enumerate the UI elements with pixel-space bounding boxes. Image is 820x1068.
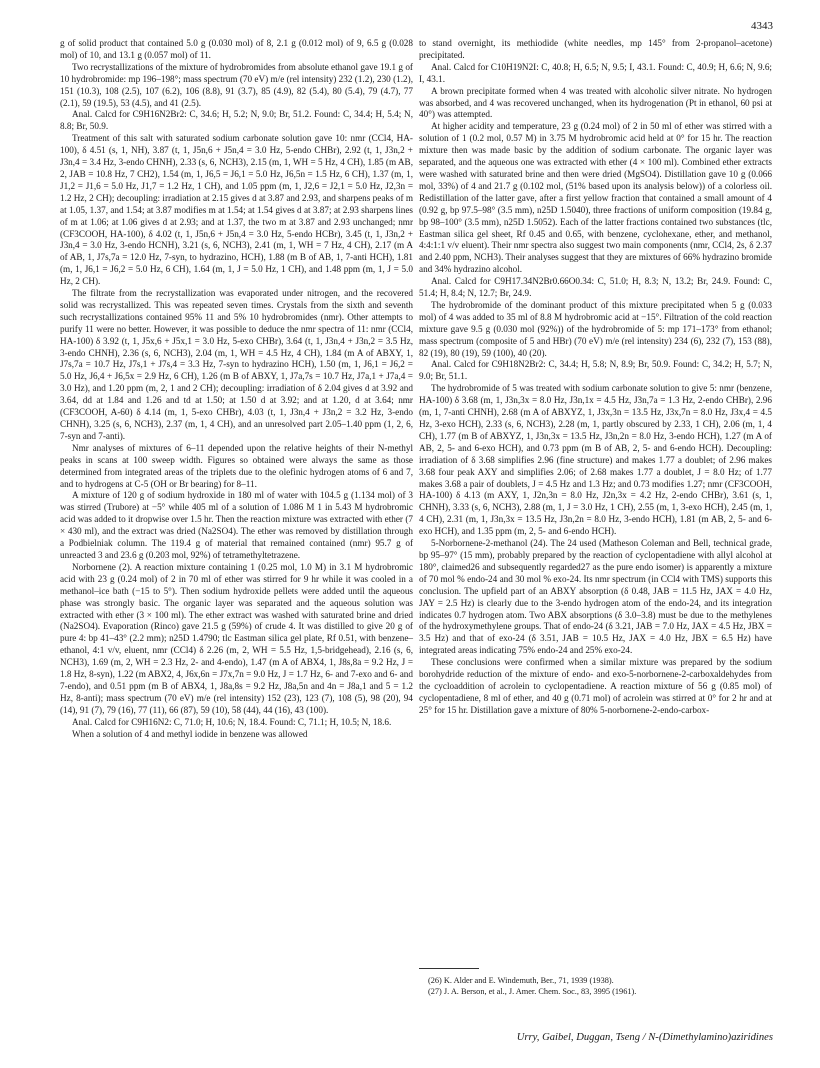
paragraph: to stand overnight, its methiodide (white needles, mp 145° from 2-propanol–acetone) precipitated. (419, 38, 772, 60)
paragraph: g of solid product that contained 5.0 g (0.030 mol) of 8, 2.1 g (0.012 mol) of 9, 6.5 g (0.028 mol) of 10, and 13.1 g (0.057 mol) of 11. (60, 38, 413, 60)
paragraph: Two recrystallizations of the mixture of hydrobromides from absolute ethanol gave 19.1 g of 10 hydrobromide: mp 196–198°; mass spectrum (70 eV) m/e (rel intensity) 232 (1.2), 230 (1.2), 151 (10.3), 108 (2.5), 107 (6.2), 106 (8.8), 91 (3.7), 85 (4.9), 82 (5.4), 80 (5.4), 79 (4.7), 77 (2.1), 59 (19.5), 53 (4.5), and 41 (2.5). (60, 61, 413, 108)
footnote-divider (419, 968, 479, 969)
paragraph: These conclusions were confirmed when a similar mixture was prepared by the sodium borohydride reduction of the mixture of endo- and exo-5-norbornene-2-carboxaldehydes from the cycloaddition of acrolein to cyclopentadiene. A reaction mixture of 56 g (0.85 mol) of cyclopentadiene, 8 ml of ether, and 40 g (0.71 mol) of acrolein was stirred at 0° for 2 hr and at 25° for 15 hr. Distillation gave a mixture of 80% 5-norbornene-2-endo-carbox- (419, 657, 772, 715)
page-number: 4343 (751, 20, 773, 32)
paragraph: Nmr analyses of mixtures of 6–11 depended upon the relative heights of their N-methyl peaks in scans at 100 sweep width. Figures so obtained were always the same as those determined from integrated areas of the triplets due to the olefinic hydrogen atoms of 6 and 7, and to hydrogens at C-5 (OH or Br bearing) for 8–11. (60, 442, 413, 489)
paragraph: The hydrobromide of the dominant product of this mixture precipitated when 5 g (0.033 mol) of 4 was added to 35 ml of 8.8 M hydrobromic acid at −15°. Filtration of the cold reaction mixture gave 9.5 g (0.030 mol (92%)) of the hydrobromide of 5: mp 171–173° from ethanol; mass spectrum (composite of 5 and HBr) (70 eV) m/e (rel intensity) 234 (6), 232 (7), 153 (88), 82 (19), 80 (19), 59 (100), 40 (20). (419, 299, 772, 358)
analysis-paragraph: Anal. Calcd for C9H17.34N2Br0.66O0.34: C, 51.0; H, 8.3; N, 13.2; Br, 24.9. Found: C, 51.4; H, 8.4; N, 12.7; Br, 24.9. (419, 276, 772, 299)
paragraph: A mixture of 120 g of sodium hydroxide in 180 ml of water with 104.5 g (1.134 mol) of 3 was stirred (Trubore) at −5° while 405 ml of a solution of 1.086 M 1 in 5.43 M hydrobromic acid was added to it dropwise over 1.5 hr. Then the reaction mixture was extracted with ether (7 × 430 ml), and the extract was dried (Na2SO4). The ether was removed by distillation through a Podbielniak column. The 119.4 g of material that remained contained (nmr) 95.7 g of unreacted 3 and 23.6 g (0.203 mol, 92%) of tetramethyltetrazene. (60, 490, 413, 560)
norbornene-section: Norbornene (2). A reaction mixture containing 1 (0.25 mol, 1.0 M) in 3.1 M hydrobromic acid with 23 g (0.24 mol) of 2 in 70 ml of ether was stirred for 9 hr while it was cooled in a methanol–ice bath (−15 to 5°). Then sodium hydroxide pellets were added until the aqueous phase was strongly basic. The organic layer was separated and the aqueous solution was extracted with ether (3 × 100 ml). The ether extract was washed with saturated brine and dried (Na2SO4). Evaporation (Rinco) gave 21.5 g (59%) of crude 4. It was distilled to give 20 g of pure 4: bp 41–43° (2.2 mm); n25D 1.4790; tlc Eastman silica gel plate, Rf 0.51, with benzene–ethanol, 4:1 v/v, eluent, nmr (CCl4) δ 2.26 (m, 2, WH = 5.5 Hz, 1,5-bridgehead), 2.16 (s, 6, NCH3), 1.69 (m, 2, WH = 2.3 Hz, 2- and 4-endo), 1.47 (m A of ABX4, 1, J8s,8a = 9.2 Hz, J = 1.8 Hz, 8-syn), 1.22 (m ABX2, 4, J6x,6n = J7x,7n = 9.0 Hz, J = 1.7 Hz, 6- and 7-exo and 6- and 7-endo), and 0.51 ppm (m B of ABX4, 1, J8a,8s = 9.2 Hz, J8a,5n and 4n = J8a,1 and 5 = 1.2 Hz, 8-anti); mass spectrum (70 eV) m/e (rel intensity) 152 (23), 123 (7), 108 (5), 98 (20), 94 (14), 91 (7), 79 (16), 77 (11), 66 (87), 59 (10), 58 (44), 44 (16), 43 (100). (60, 561, 413, 715)
footnotes (428, 975, 773, 997)
paragraph: At higher acidity and temperature, 23 g (0.24 mol) of 2 in 50 ml of ether was stirred with a solution of 1 (0.2 mol, 0.57 M) in 3.75 M hydrobromic acid held at 0° for 15 hr. The reaction mixture then was made basic by the addition of sodium carbonate. The organic layer was separated, and the aqueous one was extracted with ether (4 × 100 ml). Combined ether extracts were washed with saturated brine and then were dried (MgSO4). Distillation gave 10 g (0.066 mol, 33%) of 4 and 21.7 g (0.102 mol, (51% based upon its analysis below)) of a colorless oil. Redistillation of the latter gave, after a first yellow fraction that contained a small amount of 4 (0.92 g, bp 97.5–98° (3.5 mm), n25D 1.5040), three fractions of uniform composition (19.84 g, bp 98–100° (3.5 mm), n25D 1.5052). Each of the latter fractions contained two substances (tlc, Eastman silica gel sheet, Rf 0.45 and 0.65, with benzene, cyclohexane, ether, and methanol, 4:4:1:1 v/v eluent). Their nmr spectra also suggest two main components (nmr, CCl4, 2s, δ 2.37 and 2.40 ppm, NCH3). Their analyses suggest that they are mixtures of 66% hydrazino bromide and 34% hydrazino alcohol. (419, 121, 772, 275)
analysis-paragraph: Anal. Calcd for C10H19N2I: C, 40.8; H, 6.5; N, 9.5; I, 43.1. Found: C, 40.9; H, 6.6; N, 9.6; I, 43.1. (419, 61, 772, 84)
analysis-paragraph: Anal. Calcd for C9H18N2Br2: C, 34.4; H, 5.8; N, 8.9; Br, 50.9. Found: C, 34.2; H, 5.7; N, 9.0; Br, 51.1. (419, 359, 772, 382)
running-footer: Urry, Gaibel, Duggan, Tseng / N-(Dimethylamino)aziridines (516, 1032, 773, 1043)
analysis-paragraph: Anal. Calcd for C9H16N2Br2: C, 34.6; H, 5.2; N, 9.0; Br, 51.2. Found: C, 34.4; H, 5.4; N, 8.8; Br, 50.9. (60, 109, 413, 132)
analysis-paragraph: Anal. Calcd for C9H16N2: C, 71.0; H, 10.6; N, 18.4. Found: C, 71.1; H, 10.5; N, 18.6. (72, 716, 392, 727)
left-column (60, 38, 413, 740)
paragraph: The filtrate from the recrystallization was evaporated under nitrogen, and the recovered solid was recrystallized. This was repeated seven times. Crystals from the sixth and seventh such recrystallizations contained 95% 11 and 5% 10 hydrobromides (nmr). Other attempts to purify 11 were no better. However, it was possible to deduce the nmr spectra of 11: nmr (CCl4, HA-100) δ 3.92 (t, 1, J5x,6 + J5x,1 = 3.0 Hz, 5-exo CHBr), 3.64 (t, 1, J3n,4 + J3n,2 = 3.5 Hz, 3-endo CHNH), 2.36 (s, 6, NCH3), 2.04 (m, 1, WH = 4.5 Hz, 4 CH), 1.84 (m A of ABXY, 1, J7s,7a = 10.7 Hz, J7s,1 + J7s,4 = 3.3 Hz, 7-syn to hydrazino HCH), 1.50 (m, 1, J6,1 = J6,2 = 5.0 Hz, J6,4 + J6,5x = 2.9 Hz, 6 CH), 1.26 (m B of ABXY, 1, J7a,7s = 10.7 Hz, J7a,1 + J7a,4 = 3.0 Hz), and 1.20 ppm (m, 2, 1 and 2 CH); decoupling: irradiation of δ 2.04 gives d at 3.92 and 3.64, dd at 1.84 and 1.26 and td at 1.50; at 1.50 d at 3.92; and at 1.20, d at 3.64; nmr (CF3COOH, A-60) δ 4.14 (m, 1, 5-exo CHBr), 4.03 (t, 1, J3n,4 + J3n,2 = 3.2 Hz, 3-endo CHNH), 3.25 (s, 6, NCH3), 2.37 (m, 1, 4 CH), and an unresolved part 2.05–1.40 ppm (1, 2, 6, 7-syn and 7-anti). (60, 288, 413, 441)
paragraph: When a solution of 4 and methyl iodide in benzene was allowed (72, 728, 308, 739)
paragraph: The hydrobromide of 5 was treated with sodium carbonate solution to give 5: nmr (benzene, HA-100) δ 3.68 (m, 1, J3n,3x = 8.0 Hz, J3n,1x = 4.5 Hz, J3n,7a = 1.3 Hz, 2-endo CHBr), 2.96 (m, 1, 7-anti CHNH), 2.68 (m A of ABXYZ, 1, J3x,3n = 13.5 Hz, J3x,7n = 8.0 Hz, J3x,4 = 4.5 Hz, 3-exo HCH), 2.33 (s, 6, NCH3), 2.28 (m, 1, partly obscured by 2.33, 1 CH), 2.06 (m, 1, 4 CH), 1.77 (m B of ABXYZ, 1, J3n,3x = 13.5 Hz, J3n,2n = 8.0 Hz, 3-endo HCH), 1.27 (m A of AB, 2, 5- and 6-exo HCH), and 0.73 ppm (m B of AB, 2, 5- and 6-endo HCH). Decoupling: irradiation of δ 3.68 simplifies 2.96 (fine structure) and makes 1.77 a doublet; of 2.96 makes 3.68 four peak AXY and simplifies 2.06; of 2.68 makes 1.77 a doublet, J = 8.0 Hz; of 1.77 makes 3.68 a pair of doublets, J = 4.5 Hz and 1.3 Hz; and 0.73 modifies 1.27; nmr (CF3COOH, HA-100) δ 4.13 (m AXY, 1, J2n,3n = 8.0 Hz, J2n,3x = 4.2 Hz, 2-endo CHBr), 3.61 (s, 1, CHNH), 3.33 (s, 6, NCH3), 2.88 (m, 1, J = 3.0 Hz, 1 CH), 2.55 (m, 1, 3-exo HCH), 2.45 (m, 1, 4 CH), 2.31 (m, 1, J3n,3x = 13.5 Hz, J3n,2n = 8.0 Hz, 3-endo HCH), 1.81 (m AB, 2, 5- and 6-exo HCH), and 1.35 ppm (m, 2, 5- and 6-endo HCH). (419, 383, 772, 537)
paragraph: Treatment of this salt with saturated sodium carbonate solution gave 10: nmr (CCl4, HA-100), δ 4.51 (s, 1, NH), 3.87 (t, 1, J5n,6 + J5n,4 = 3.0 Hz, 5-endo CHBr), 2.92 (t, 1, J3n,2 + J3n,4 = 3.4 Hz, 3-endo CHNH), 2.33 (s, 6, NCH3), 2.15 (m, 1, WH = 5 Hz, 4 CH), 1.85 (m AB, 2, JAB = 10.8 Hz, 7 CH2), 1.54 (m, 1, J6,5 = J6,1 = 5.0 Hz, J6,5n = 1.5 Hz, 6 CH), 1.37 (m, 1, J1,2 = J1,6 = 5.0 Hz, J1,7 = 1.2 Hz, 1 CH), and 1.05 ppm (m, 1, J2,6 = J2,1 = 5.0 Hz, J2,3n = 1.2 Hz, 2 CH); decoupling: irradiation at 2.15 gives d at 3.87 and 2.93, and sharpens peaks of m at 1.05, 1.37, and 1.54; at 3.87 modifies m at 1.54; at 1.54 gives d at 3.87; at 2.93 sharpens lines of m at 1.06; at 1.06 gives d at 2.93; and at 1.37, the two m at 3.87 and 2.93 unchanged; nmr (CF3COOH, HA-100), δ 4.02 (t, 1, J5n,6 + J5n,4 = 3.0 Hz, 5-endo HCBr), 3.45 (t, 1, J3n,2 + J3n,4 = 3.0 Hz, 3-endo HCNH), 3.21 (s, 6, NCH3), 2.41 (m, 1, WH = 7 Hz, 4 CH), 2.17 (m A of AB, 1, J7s,7a = 12.0 Hz, 7-syn, to hydrazino, HCH), 1.88 (m B of AB, 1, 7-anti HCH), 1.81 (m, 1, J6,1 = J6,2 = 5.0 Hz, 6 CH), 1.64 (m, 1, J = 5.0 Hz, 1 CH), and 1.48 ppm (m, 1, J = 5.0 Hz, 2 CH). (60, 133, 413, 287)
norbornene-methanol-section: 5-Norbornene-2-methanol (24). The 24 used (Matheson Coleman and Bell, technical grade, bp 95–97° (15 mm), probably prepared by the reaction of cyclopentadiene with allyl alcohol at 180°, claimed26 and subsequently regarded27 as the pure endo isomer) is apparently a mixture of 70 mol % endo-24 and 30 mol % exo-24. Its nmr spectrum (in CCl4 with TMS) supports this conclusion. The upfield part of an ABXY absorption (δ 0.48, JAB = 11.5 Hz, JAX = 4.0 Hz, JAY = 2.5 Hz) is clearly due to the 3-endo hydrogen atom of the endo-24, and its integration indicates 0.7 hydrogen atom. Two ABX absorptions (δ 3.0–3.8) must be due to the methylenes of the hydroxymethylene groups. That of endo-24 (δ 3.21, JAB = 7.0 Hz, JAX = 4.5 Hz, JBX = 3.5 Hz) and that of exo-24 (δ 3.51, JAB = 10.5 Hz, JAX = 4.0 Hz, JBX = 6.5 Hz) have integrated areas indicating 75% endo-24 and 25% exo-24. (419, 538, 772, 656)
right-column (419, 38, 772, 717)
footnote-26: (26) K. Alder and E. Windemuth, Ber., 71, 1939 (1938). (428, 976, 614, 985)
paragraph: A brown precipitate formed when 4 was treated with alcoholic silver nitrate. No hydrogen was absorbed, and 4 was recovered unchanged, when its hydrogenation (Pt in ethanol, 60 psi at 40°) was attempted. (419, 85, 772, 120)
footnote-27: (27) J. A. Berson, et al., J. Amer. Chem. Soc., 83, 3995 (1961). (428, 987, 637, 996)
